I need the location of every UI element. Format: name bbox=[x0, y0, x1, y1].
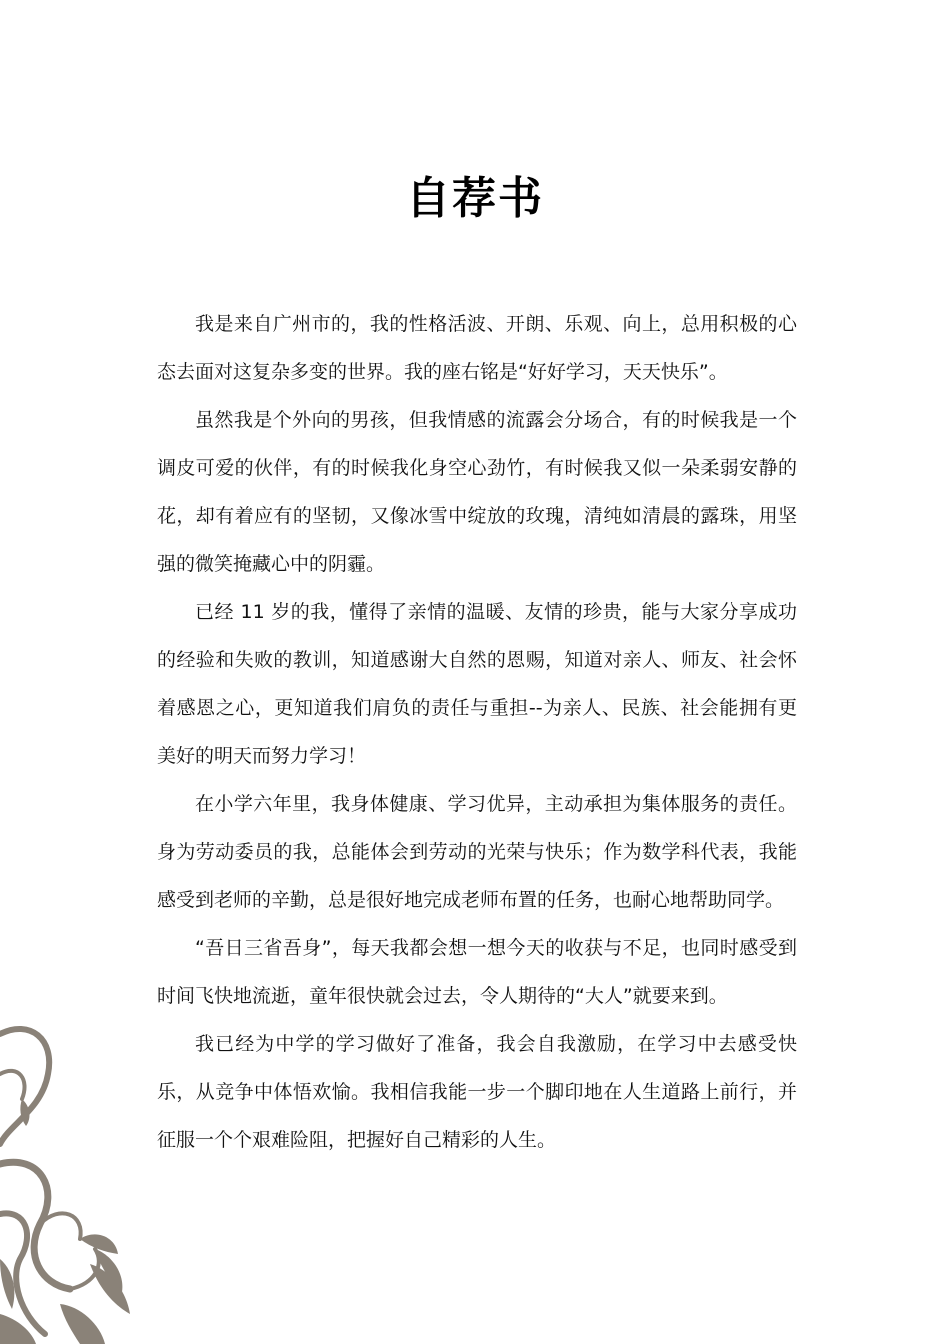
paragraph-reflection: “吾日三省吾身”，每天我都会想一想今天的收获与不足，也同时感受到时间飞快地流逝，童年很快就会过去，令人期待的“大人”就要来到。 bbox=[157, 937, 797, 1007]
paragraph-conclusion: 我已经为中学的学习做好了准备，我会自我激励，在学习中去感受快乐，从竞争中体悟欢愉。我相信我能一步一个脚印地在人生道路上前行，并征服一个个艰难险阻，把握好自己精彩的人生。 bbox=[157, 1033, 797, 1151]
paragraph-school-life: 在小学六年里，我身体健康、学习优异，主动承担为集体服务的责任。身为劳动委员的我，总能体会到劳动的光荣与快乐；作为数学科代表，我能感受到老师的辛勤，总是很好地完成老师布置的任务，也耐心地帮助同学。 bbox=[157, 793, 797, 911]
paragraph-gratitude: 已经 11 岁的我，懂得了亲情的温暖、友情的珍贵，能与大家分享成功的经验和失败的教训，知道感谢大自然的恩赐，知道对亲人、师友、社会怀着感恩之心，更知道我们肩负的责任与重担--为亲人、民族、社会能拥有更美好的明天而努力学习！ bbox=[157, 601, 797, 767]
letter-body bbox=[157, 300, 797, 1164]
paragraph-personality: 虽然我是个外向的男孩，但我情感的流露会分场合，有的时候我是一个调皮可爱的伙伴，有的时候我化身空心劲竹，有时候我又似一朵柔弱安静的花，却有着应有的坚韧，又像冰雪中绽放的玫瑰，清纯如清晨的露珠，用坚强的微笑掩藏心中的阴霾。 bbox=[157, 409, 797, 575]
page-title: 自荐书 bbox=[406, 173, 544, 224]
floral-swirl-ornament-icon bbox=[0, 1014, 140, 1344]
paragraph-intro: 我是来自广州市的，我的性格活波、开朗、乐观、向上，总用积极的心态去面对这复杂多变的世界。我的座右铭是“好好学习，天天快乐”。 bbox=[157, 313, 797, 383]
